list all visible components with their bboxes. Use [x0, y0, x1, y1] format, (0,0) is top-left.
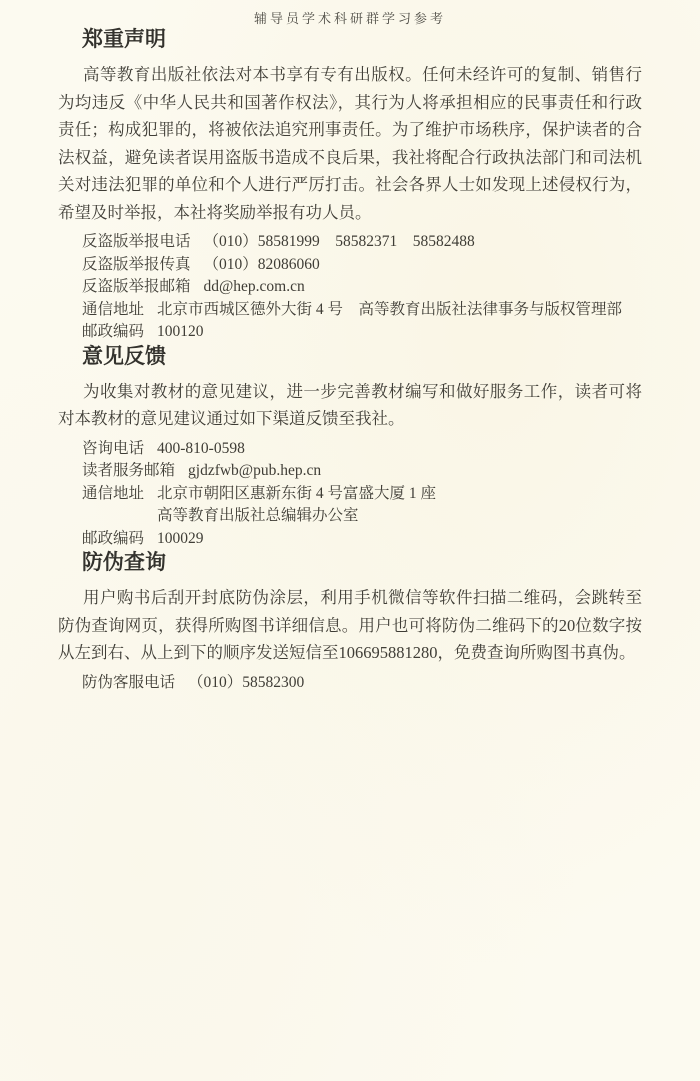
- contact-label: 通信地址: [82, 484, 145, 502]
- contact-value-line2: 高等教育出版社总编辑办公室: [157, 507, 359, 524]
- contact-value: 100120: [157, 323, 204, 340]
- page-content: [0, 27, 700, 694]
- contact-row: [82, 460, 642, 483]
- contact-row: [82, 483, 642, 528]
- contact-label: 邮政编码: [82, 529, 145, 547]
- section-anticounterfeit: [58, 550, 642, 694]
- header-watermark: 辅导员学术科研群学习参考: [253, 11, 446, 26]
- contact-value: gjdzfwb@pub.hep.cn: [188, 462, 322, 479]
- section-feedback: [58, 344, 642, 551]
- contact-label: 邮政编码: [82, 323, 145, 340]
- section-statement-paragraph: 高等教育出版社依法对本书享有专有出版权。任何未经许可的复制、销售行为均违反《中华人民共和国著作权法》，其行为人将承担相应的民事责任和行政责任；构成犯罪的，将被依法追究刑事责任。为了维护市场秩序，保护读者的合法权益，避免读者误用盗版书造成不良后果，我社将配合行政执法部门和司法机关对违法犯罪的单位和个人进行严厉打击。社会各界人士如发现上述侵权行为，希望及时举报，本社将奖励举报有功人员。: [58, 65, 642, 222]
- contact-label: 防伪客服电话: [82, 673, 176, 691]
- section-anticounterfeit-heading: 防伪查询: [82, 551, 166, 574]
- contact-row: [82, 528, 642, 551]
- contact-value: （010）58581999 58582371 58582488: [203, 233, 475, 250]
- contact-label: 反盗版举报邮箱: [82, 278, 191, 295]
- contact-label: 反盗版举报电话: [82, 233, 191, 250]
- section-anticounterfeit-contacts: [82, 672, 642, 695]
- section-statement-contacts: [82, 231, 642, 344]
- section-feedback-paragraph: 为收集对教材的意见建议，进一步完善教材编写和做好服务工作，读者可将对本教材的意见建议通过如下渠道反馈至我社。: [58, 381, 642, 428]
- section-feedback-contacts: [82, 438, 642, 551]
- contact-label: 通信地址: [82, 300, 145, 318]
- contact-value: 400-810-0598: [157, 439, 245, 457]
- contact-row: [82, 299, 642, 322]
- contact-row: [82, 672, 642, 695]
- section-feedback-heading: 意见反馈: [82, 344, 166, 368]
- section-statement: [58, 27, 642, 344]
- contact-value: [157, 483, 436, 528]
- contact-value: （010）58582300: [188, 673, 305, 691]
- contact-row: [82, 231, 642, 254]
- section-statement-heading: 郑重声明: [82, 28, 166, 51]
- contact-row: [82, 276, 642, 299]
- contact-row: [82, 254, 642, 277]
- section-anticounterfeit-paragraph: 用户购书后刮开封底防伪涂层，利用手机微信等软件扫描二维码，会跳转至防伪查询网页，获得所购图书详细信息。用户也可将防伪二维码下的20位数字按从左到右、从上到下的顺序发送短信至106695881280，免费查询所购图书真伪。: [58, 588, 642, 662]
- contact-label: 咨询电话: [82, 439, 145, 457]
- contact-value: （010）82086060: [203, 255, 320, 273]
- contact-row: [82, 321, 642, 344]
- contact-value: 100029: [157, 529, 204, 547]
- contact-label: 读者服务邮箱: [82, 462, 176, 479]
- contact-value: dd@hep.com.cn: [203, 278, 305, 295]
- contact-row: [82, 438, 642, 461]
- contact-value: 北京市西城区德外大街 4 号 高等教育出版社法律事务与版权管理部: [157, 300, 623, 318]
- contact-label: 反盗版举报传真: [82, 255, 191, 273]
- contact-value-line1: 北京市朝阳区惠新东街 4 号富盛大厦 1 座: [157, 484, 437, 502]
